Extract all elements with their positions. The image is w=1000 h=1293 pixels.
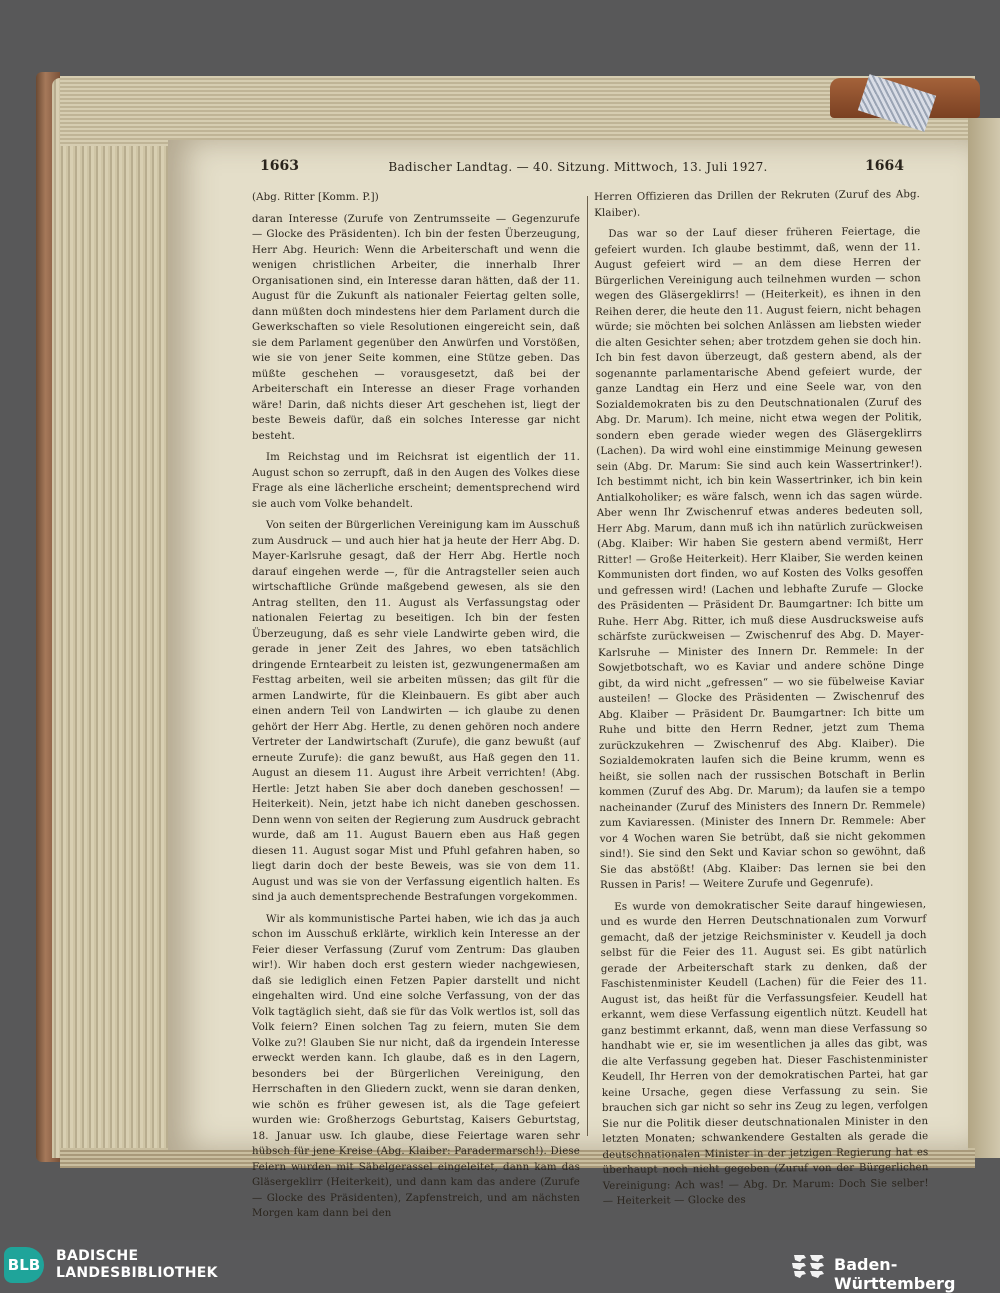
- baden-wuerttemberg-lions-icon: [790, 1251, 826, 1279]
- footer-bar: [0, 1240, 1000, 1293]
- library-name[interactable]: [56, 1248, 218, 1282]
- library-name-line1: BADISCHE: [56, 1248, 139, 1264]
- paragraph: Im Reichstag und im Reichsrat ist eigentlich der 11. August schon so zerrupft, daß in den Augen des Volkes diese Frage als eine lächerliche erscheint; dementsprechend wird sie auch vom Volke behandelt.: [252, 452, 580, 510]
- running-header: [252, 158, 904, 180]
- running-head-title: Badischer Landtag. — 40. Sitzung. Mittwoch, 13. Juli 1927.: [388, 160, 768, 174]
- paragraph: Es wurde von demokratischer Seite darauf hingewiesen, und es wurde den Herren Deutschnationalen zum Vorwurf gemacht, daß der jetzige Reichsminister v. Keudell ja doch selbst für die Feier des 11. August sei. Es gibt natürlich gerade der Arbeiterschaft stark zu denken, daß der Faschistenminister Keudell (Lachen) für die Feier des 11. August ist, das heißt für die Verfassungsfeier. Keudell hat erkannt, wem diese Verfassung eigentlich nützt. Keudell hat ganz bestimmt erkannt, daß, wenn man diese Verfassung so handhabt wie er, sie im wesentlichen ja alles das gibt, was die alte Verfassung gegeben hat. Dieser Faschistenminister Keudell, Ihr Herren von der demokratischen Partei, hat gar keine Ursache, gegen diese Verfassung zu sein. Sie brauchen sich gar nicht so sehr ins Zeug zu legen, verfolgen Sie nur die Politik dieser deutschnationalen Minister in den letzten Monaten; schwankendere Gestalten als gerade die deutschnationalen Minister in der jetzigen Regierung hat es überhaupt noch nicht gegeben (Zuruf von der Bürgerlichen Vereinigung: Ach was! — Abg. Dr. Marum: Doch Sie selber! — Heiterkeit — Glocke des: [600, 898, 929, 1207]
- text-column-left: [252, 190, 580, 1228]
- text-column-right: [594, 187, 929, 1215]
- paragraph: daran Interesse (Zurufe von Zentrumsseite — Gegenzurufe — Glocke des Präsidenten). Ich bin der festen Überzeugung, Herr Abg. Heurich: Wenn die Arbeiterschaft und wenn die wenigen christlichen Arbeiter, die innerhalb Ihrer Organisationen sind, ein Interesse daran hätten, daß der 11. August für die Zukunft als nationaler Feiertag gelten solle, dann müßten doch mindestens hier dem Parlament durch die Gewerkschaften so viele Resolutionen eingereicht sein, daß sie dem Parlament gegenüber den Anwürfen und Vorstößen, wie sie von jener Seite kommen, eine Stütze geben. Das müßte geschehen — vorausgesetzt, daß bei der Arbeiterschaft ein Interesse an dieser Frage vorhanden wäre! Darin, daß nichts dieser Art geschehen ist, liegt der beste Beweis dafür, daß ein solches Interesse gar nicht besteht.: [252, 213, 580, 442]
- paragraph: Von seiten der Bürgerlichen Vereinigung kam im Ausschuß zum Ausdruck — und auch hier hat ja heute der Herr Abg. D. Mayer-Karlsruhe gesagt, daß der Herr Abg. Hertle noch darauf eingehen werde —, für die Antragsteller seien auch wirtschaftliche Gründe maßgebend gewesen, als sie den Antrag stellten, den 11. August als Verfassungstag oder nationalen Feiertag zu beseitigen. Ich bin der festen Überzeugung, daß es sehr viele Landwirte geben wird, die gerade in jener Zeit des Jahres, wo eben tatsächlich dringende Erntearbeit zu leisten ist, gezwungenermaßen am Festtag arbeiten, weil sie arbeiten müssen; das gilt für die armen Landwirte, für die Kleinbauern. Es gibt aber auch einen andern Teil von Landwirten — ich glaube zu denen gehört der Herr Abg. Hertle, zu denen gehören noch andere Vertreter der Landwirtschaft (Zurufe), die ganz bewußt (auf erneute Zurufe): die ganz bewußt, aus Haß gegen den 11. August an diesem 11. August ihre Arbeit verrichten! (Abg. Hertle: Jetzt haben Sie aber doch daneben geschossen! — Heiterkeit). Nein, jetzt habe ich nicht daneben geschossen. Denn wenn von seiten der Regierung zum Ausdruck gebracht wurde, daß am 11. August Bauern eben aus Haß gegen diesen 11. August sogar Mist und Pfuhl gefahren haben, so liegt darin doch der beste Beweis, was sie von dem 11. August und was sie von der Verfassung eigentlich halten. Es sind ja auch dementsprechende Bestrafungen vorgekommen.: [252, 520, 580, 903]
- column-divider: [587, 196, 588, 1136]
- page-stack-left: [52, 78, 172, 1158]
- speaker-note: (Abg. Ritter [Komm. P.]): [252, 192, 379, 203]
- paragraph: Wir als kommunistische Partei haben, wie ich das ja auch schon im Ausschuß erklärte, wirklich kein Interesse an der Feier dieser Verfassung (Zuruf vom Zentrum: Das glauben wir!). Wir haben doch erst gestern wieder nachgewiesen, daß sie lediglich einen Fetzen Papier darstellt und nicht eingehalten wird. Und eine solche Verfassung, von der das Volk tagtäglich sieht, daß sie für das Volk wertlos ist, soll das Volk feiern? Einen solchen Tag zu feiern, muten Sie dem Volke zu?! Glauben Sie nur nicht, daß da irgendein Interesse erweckt werden kann. Ich glaube, daß es in den Lagern, besonders bei der Bürgerlichen Vereinigung, den Herrschaften in den Gliedern zuckt, wenn sie daran denken, wie schön es früher gewesen ist, als die Tage gefeiert wurden wie: Großherzogs Geburtstag, Kaisers Geburtstag, 18. Januar usw. Ich glaube, diese Feiertage waren sehr hübsch für jene Kreise (Abg. Klaiber: Paradermarsch!). Diese Feiern wurden mit Säbelgerassel eingeleitet, dann kam das Gläsergeklirr (Heiterkeit), und dann kam das andere (Zurufe — Glocke des Präsidenten), Zapfenstreich, und am nächsten Morgen kam dann bei den: [252, 913, 580, 1219]
- blb-logo[interactable]: BLB: [4, 1247, 44, 1283]
- facing-page-edge: [968, 118, 1000, 1158]
- paragraph: Das war so der Lauf dieser früheren Feiertage, die gefeiert wurden. Ich glaube bestimmt, daß, wenn der 11. August gefeiert wird — an dem diese Herren der Bürgerlichen Vereinigung auch teilnehmen wurden — schon wegen des Gläsergeklirrs! — (Heiterkeit), es ihnen in den Reihen derer, die heute den 11. August feiern, nicht behagen würde; sie möchten bei solchen Anlässen am liebsten wieder die alten Gesichter sehen; aber trotzdem gehen sie doch hin. Ich bin fest davon überzeugt, daß gestern abend, als der sogenannte parlamentarische Abend gefeiert wurde, der ganze Landtag ein Herz und eine Seele war, von den Sozialdemokraten bis zu den Deutschnationalen (Zuruf des Abg. Dr. Marum). Ich meine, nicht etwa wegen der Politik, sondern eben gerade wieder wegen des Gläsergeklirrs (Lachen). Da wird wohl eine einstimmige Meinung gewesen sein (Abg. Dr. Marum: Sie sind auch kein Wassertrinker!). Ich bestimmt nicht, ich bin kein Wassertrinker, ich bin kein Antialkoholiker; es wäre falsch, wenn ich das sagen würde. Aber wenn Ihr Zwischenruf etwas anderes bedeuten soll, Herr Abg. Marum, dann muß ich ihn natürlich zurückweisen (Abg. Klaiber: Wir haben Sie gestern abend vermißt, Herr Ritter! — Große Heiterkeit). Herr Klaiber, Sie werden keinen Kommunisten dort finden, wo auf Kosten des Volks gesoffen und gefressen wird! (Lachen und lebhafte Zurufe — Glocke des Präsidenten — Präsident Dr. Baumgartner: Ich bitte um Ruhe. Herr Abg. Ritter, ich muß diese Ausdrucksweise aufs schärfste zurückweisen — Zwischenruf des Abg. D. Mayer-Karlsruhe — Minister des Innern Dr. Remmele: In der Sowjetbotschaft, wo es Kaviar und andere schöne Dinge gibt, da wird nicht „gefressen“ — wo sie fübelweise Kaviar austeilen! — Glocke des Präsidenten — Zwischenruf des Abg. Klaiber — Präsident Dr. Baumgartner: Ich bitte um Ruhe und bitte den Herrn Redner, jetzt zum Thema zurückzukehren — Zwischenruf des Abg. Klaiber). Die Sozialdemokraten laufen sich die Beine krumm, wenn es heißt, sie sollen nach der russischen Botschaft in Berlin kommen (Zuruf des Abg. Dr. Marum); da laufen sie a tempo nacheinander (Zuruf des Ministers des Innern Dr. Remmele) zum Kaviaressen. (Minister des Innern Dr. Remmele: Aber vor 4 Wochen waren Sie betrübt, daß sie nicht gekommen sind!). Sie sind den Sekt und Kaviar schon so gewöhnt, daß Sie das abstößt! (Abg. Klaiber: Das lernen sie bei den Russen in Paris! — Weitere Zurufe und Gegenrufe).: [594, 226, 926, 891]
- left-page-number: 1663: [260, 158, 299, 174]
- paragraph: Herren Offizieren das Drillen der Rekruten (Zuruf des Abg. Klaiber).: [594, 189, 921, 219]
- state-name[interactable]: Baden-Württemberg: [834, 1255, 956, 1293]
- right-page-number: 1664: [865, 158, 904, 174]
- library-name-line2: LANDESBIBLIOTHEK: [56, 1265, 218, 1281]
